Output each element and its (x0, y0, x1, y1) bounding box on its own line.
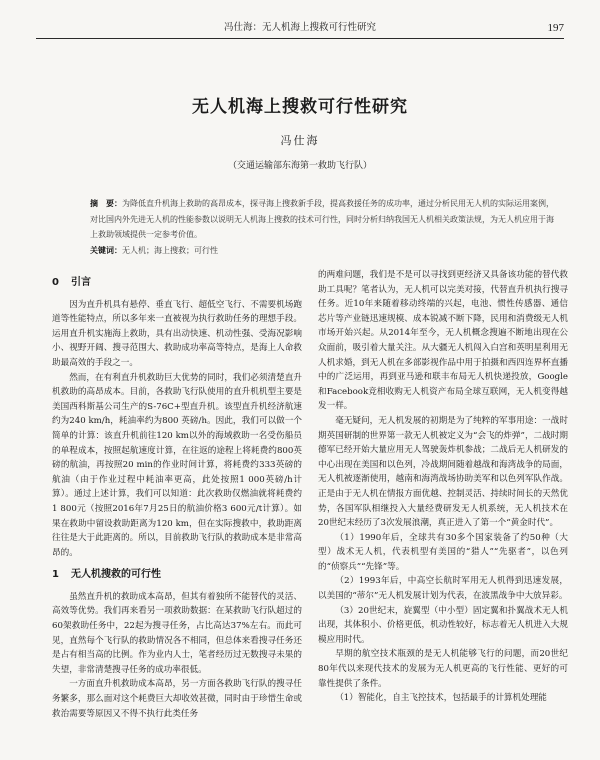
section-heading-intro (52, 276, 302, 291)
abstract-label: 摘 要： (90, 199, 122, 208)
keywords-label: 关键词： (90, 245, 122, 255)
running-header (36, 18, 564, 39)
running-title: 冯仕海：无人机海上搜救可行性研究 (223, 22, 376, 33)
article-affiliation: （交通运输部东海第一救助飞行队） (227, 161, 372, 171)
body-paragraph: 的两难问题，我们是不是可以寻找到更经济又具备该功能的替代救助工具呢？笔者认为，无人机可以完美对接，代替直升机执行搜寻任务。近10年来随着移动终端的兴起，电池、惯性传感器、通信芯片等产业链迅速规模、成本锐减不断下降，民用和消费级无人机市场开始兴起。从2014年至今，无人机概念搜遍不断地出现在公众面前，吸引着大量关注。从大疆无人机闯入白宫和英明星利用无人机求婚，到无人机在多部影视作品中用于拍摄和西四连界杯直播中的广泛运用，再到亚马逊和联丰布局无人机快递投放，Google和Facebook竞相收购无人机资产布局全球互联网，无人机变得越发一样。 (318, 270, 568, 412)
body-paragraph: 然而，在有利直升机救助巨大优势的同时，我们必须清楚直升机救助的高昂成本。目前，各救助飞行队使用的直升机机型主要是美国西科斯基公司生产的S-76C+型直升机。该型直升机经济航速约为240 km/h，耗油率约为800 英磅/h。因此，我们可以做一个简单的计算：该直升机前往120 km以外的海域救助一名受伤船员的单程成本，按照起航速度计算，在往返的途程上将耗费约800英磅的航油，再按照20 min的作业时间计算，将耗费约333英磅的航油（由于作业过程中耗油率更高，此处按照1 000英磅/h计算）。通过上述计算，我们可以知道：此次救助仅燃油就将耗费约1 800元（按照2016年7月25日的航油价格3 600元/t计算）。如果在救助中留设救助距离为120 km，但在实际搜救中，救助距离往往是大于此距离的。所以，目前救助飞行队的救助成本是非常高昂的。 (52, 372, 302, 558)
list-paragraph: （1）智能化，自主飞控技术，包括最手的计算机处理能 (335, 693, 547, 704)
section-title: 无人机搜救的可行性 (70, 569, 161, 581)
article-title: 无人机海上搜救可行性研究 (192, 97, 408, 117)
article-author: 冯仕海 (280, 134, 320, 147)
right-column (318, 268, 568, 706)
section-number: 1 (52, 569, 59, 581)
list-paragraph: （1）1990年后，全球共有30多个国家装备了约50种（大型）战术无人机，代表机型有美国的“猎人”“先驱者”，以色列的“侦察兵”“先锋”等。 (318, 532, 568, 572)
abstract-text: 为降低直升机海上救助的高昂成本，探寻海上搜救新手段，提高救援任务的成功率，通过分析民用无人机的实际运用案例，对比国内外先进无人机的性能参数以说明无人机海上搜救的技术可行性，同时分析归纳我国无人机相关政策法规，为无人机应用于海上救助领域提供一定参考价值。 (90, 199, 554, 239)
keywords-text: 无人机；海上搜救；可行性 (122, 245, 218, 255)
page-number: 197 (547, 22, 564, 34)
section-heading-feasibility (52, 568, 302, 583)
abstract-paragraph (90, 196, 560, 243)
section-number: 0 (52, 277, 59, 288)
keywords-line (90, 243, 560, 259)
body-paragraph: 因为直升机具有悬停、垂直飞行、超低空飞行、不需要机场跑道等性能特点，所以多年来一直被视为执行救助任务的理想手段。运用直升机实施海上救助，具有出动快速、机动性强、受海况影响小、视野开阔、搜寻范围大、救助成功率高等特点，是海上人命救助最高效的手段之一。 (52, 299, 302, 368)
body-paragraph: 早期的航空技术瓶颈的是无人机能够飞行的问题，而20世纪80年代以来现代技术的发展为无人机更高的飞行性能、更好的可靠性提供了条件。 (318, 649, 568, 689)
body-paragraph: 毫无疑问，无人机发展的初期是为了纯粹的军事用途：一战时期英国研制的世界第一款无人机被定义为“会飞的炸弹”，二战时期德军已经开始大量应用无人驾驶轰炸机参战；二战后无人机研发的中心出现在美国和以色列，冷战期间随着越战和海湾战争的局面，无人机被逐渐使用，越南和海湾战场协助美军和以色列军队作战。正是由于无人机在情报方面优越、控制灵活、持续时间长的天然优势，各国军队相继投入大量经费研发无人机系统，无人机技术在20世纪末经历了3次发展浪潮，真正进入了第一个“黄金时代”。 (318, 415, 568, 529)
abstract-block (90, 196, 560, 258)
body-paragraph: 一方面直升机救助成本高昂，另一方面各救助飞行队的搜寻任务繁多，那么面对这个耗费巨大却收效甚微，同时由于珍惜生命或救治需要等原因又不得不执行此类任务 (52, 679, 302, 719)
list-paragraph: （2）1993年后，中高空长航时军用无人机得到迅速发展，以美国的“蒂尔”无人机发展计划为代表，在波黑战争中大放异彩。 (318, 576, 568, 602)
body-paragraph: 虽然直升机的救助成本高昂，但其有着独所不能替代的灵活、高效等优势。我们再来看另一项救助数据：在某救助飞行队超过的60架救助任务中，22起为搜寻任务，占比高达37%左右。而此可见，直然每个飞行队的救助情况各不相同，但总体来看搜寻任务还是占有相当高的比例。作为业内人士，笔者经历过无数搜寻未果的失望，非常清楚搜寻任务的成功率很低。 (52, 591, 302, 675)
left-column (52, 268, 302, 721)
section-title: 引言 (70, 277, 91, 288)
list-paragraph: （3）20世纪末，旋翼型（中小型）固定翼和扑翼战术无人机出现，其体积小、价格更低，机动性较好，标志着无人机进入大规模应用时代。 (318, 605, 568, 645)
